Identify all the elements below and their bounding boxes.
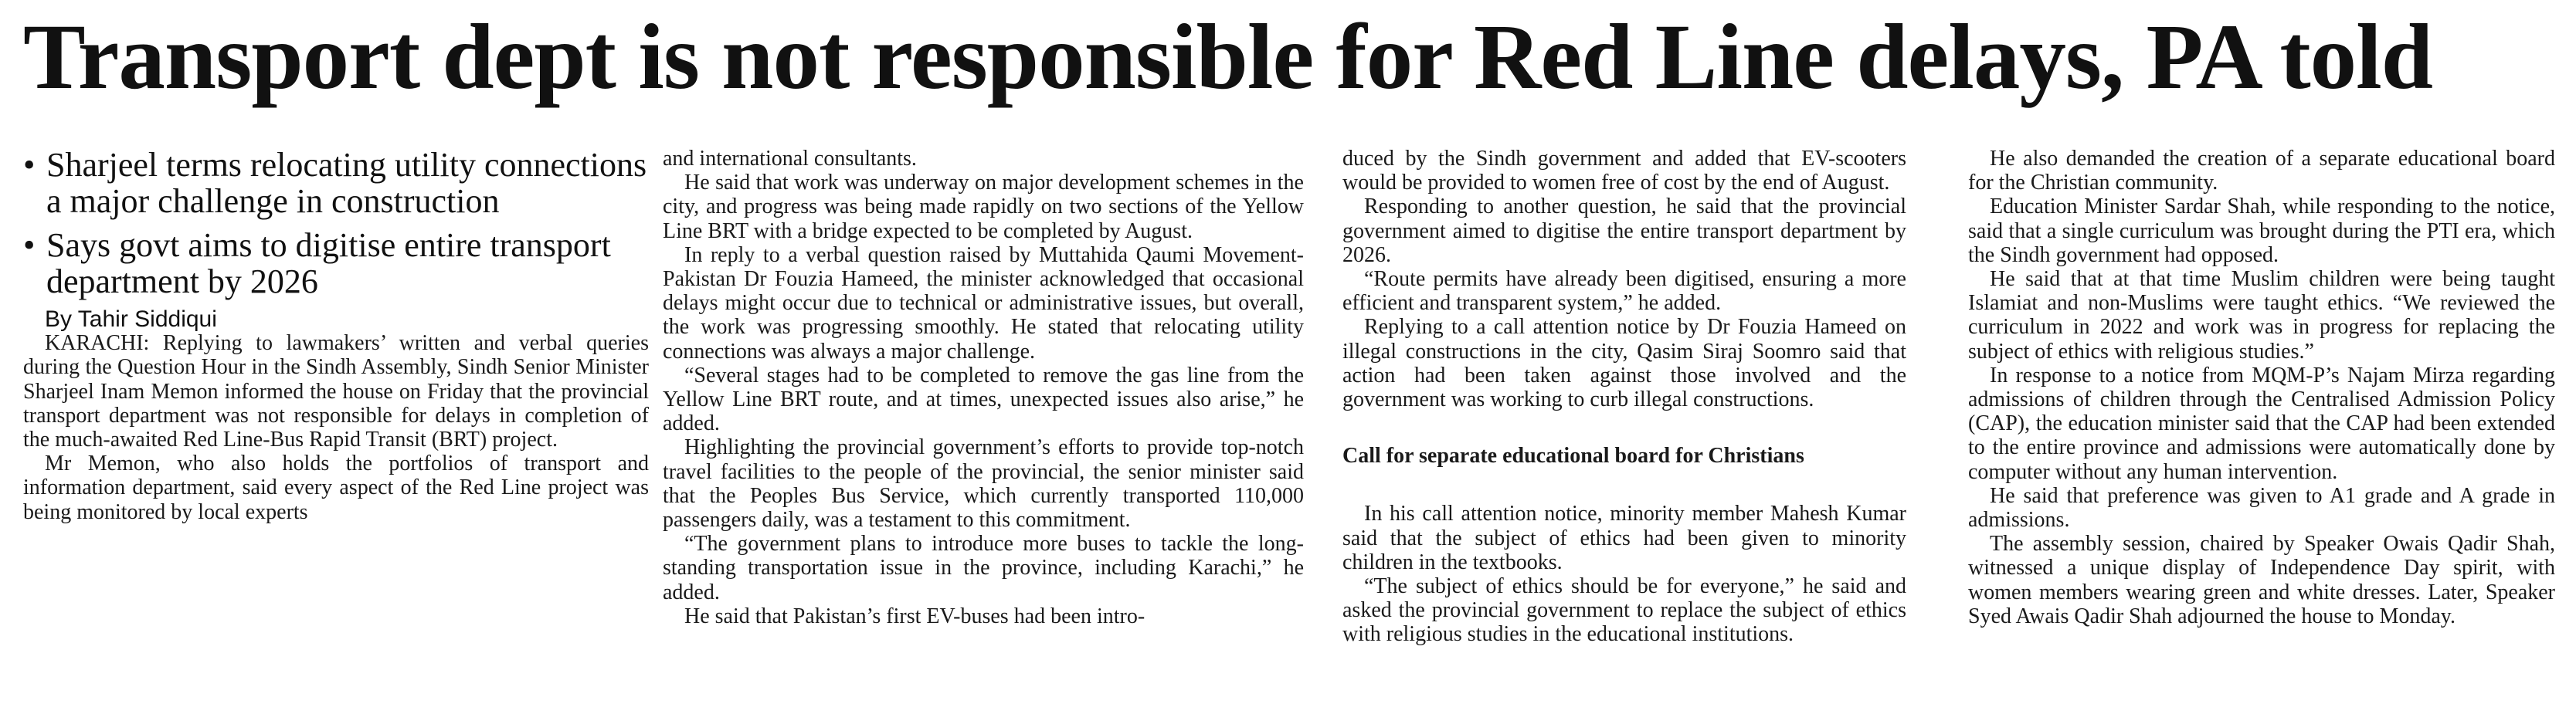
paragraph: He said that work was underway on major development schemes in the city, and progress was being made rapidly on two sections of the Yellow Line BRT with a bridge expected to be completed by August.: [663, 171, 1304, 243]
column-4: [1968, 147, 2555, 714]
paragraph: “The subject of ethics should be for everyone,” he said and asked the provincial government to replace the subject of ethics with religious studies in the educational institutions.: [1342, 574, 1906, 647]
paragraph: duced by the Sindh government and added that EV-scooters would be provided to women free of cost by the end of August.: [1342, 147, 1906, 195]
paragraph: Education Minister Sardar Shah, while responding to the notice, said that a single curriculum was brought during the PTI era, which the Sindh government had opposed.: [1968, 195, 2555, 267]
paragraph: “Route permits have already been digitised, ensuring a more efficient and transparent system,” he added.: [1342, 267, 1906, 316]
column-1: [23, 147, 649, 714]
paragraph: In response to a notice from MQM-P’s Najam Mirza regarding admissions of children through the Centralised Admission Policy (CAP), the education minister said that the CAP had been extended to the entire province and admissions were automatically done by computer without any human intervention.: [1968, 363, 2555, 484]
paragraph: Replying to a call attention notice by Dr Fouzia Hameed on illegal constructions in the city, Qasim Siraj Soomro said that action had been taken against those involved and the government was working to curb illegal constructions.: [1342, 315, 1906, 412]
column-3: [1342, 147, 1906, 714]
paragraph: He said that at that time Muslim children were being taught Islamiat and non-Muslims were taught ethics. “We reviewed the curriculum in 2022 and work was in progress for replacing the subject of ethics with religious studies.”: [1968, 267, 2555, 364]
bullet-text: Sharjeel terms relocating utility connections a major challenge in construction: [46, 147, 647, 220]
paragraph: He also demanded the creation of a separate educational board for the Christian community.: [1968, 147, 2555, 195]
summary-bullet: [23, 147, 649, 219]
paragraph: “Several stages had to be completed to remove the gas line from the Yellow Line BRT route, and at times, unexpected issues also arise,” he added.: [663, 363, 1304, 436]
paragraph: Highlighting the provincial government’s efforts to provide top-notch travel facilities to the people of the provincial, the senior minister said that the Peoples Bus Service, which currently transported 110,000 passengers daily, was a testament to this commitment.: [663, 435, 1304, 533]
paragraph: The assembly session, chaired by Speaker Owais Qadir Shah, witnessed a unique display of Independence Day spirit, with women members wearing green and white dresses. Later, Speaker Syed Awais Qadir Shah adjourned the house to Monday.: [1968, 532, 2555, 628]
subheading: Call for separate educational board for Christians: [1342, 444, 1804, 469]
paragraph: Responding to another question, he said that the provincial government aimed to digitise the entire transport department by 2026.: [1342, 195, 1906, 267]
paragraph: KARACHI: Replying to lawmakers’ written and verbal queries during the Question Hour in the Sindh Assembly, Sindh Senior Minister Sharjeel Inam Memon informed the house on Friday that the provincial transport department was not responsible for delays in completion of the much-awaited Red Line-Bus Rapid Transit (BRT) project.: [23, 331, 649, 452]
paragraph: Mr Memon, who also holds the portfolios of transport and information department, said every aspect of the Red Line project was being monitored by local experts: [23, 452, 649, 524]
headline: Transport dept is not responsible for Red Line delays, PA told: [23, 5, 2433, 109]
bullet-text: Says govt aims to digitise entire transport department by 2026: [46, 226, 611, 300]
summary-bullet: [23, 227, 649, 299]
byline: By Tahir Siddiqui: [45, 306, 217, 332]
bullet-icon: •: [23, 147, 36, 184]
summary-bullets: [23, 147, 649, 299]
paragraph: He said that preference was given to A1 grade and A grade in admissions.: [1968, 483, 2555, 533]
paragraph: and international consultants.: [663, 147, 917, 171]
paragraph: In his call attention notice, minority member Mahesh Kumar said that the subject of ethics had been given to minority children in the textbooks.: [1342, 502, 1906, 574]
column-2: [663, 147, 1304, 714]
bullet-icon: •: [23, 226, 36, 264]
paragraph: He said that Pakistan’s first EV-buses had been intro-: [684, 604, 1145, 628]
paragraph: “The government plans to introduce more buses to tackle the long-standing transportation issue in the province, including Karachi,” he added.: [663, 532, 1304, 604]
paragraph: In reply to a verbal question raised by Muttahida Qaumi Movement-Pakistan Dr Fouzia Hameed, the minister acknowledged that occasional delays might occur due to technical or administrative issues, but overall, the work was progressing smoothly. He stated that relocating utility connections was always a major challenge.: [663, 242, 1304, 364]
